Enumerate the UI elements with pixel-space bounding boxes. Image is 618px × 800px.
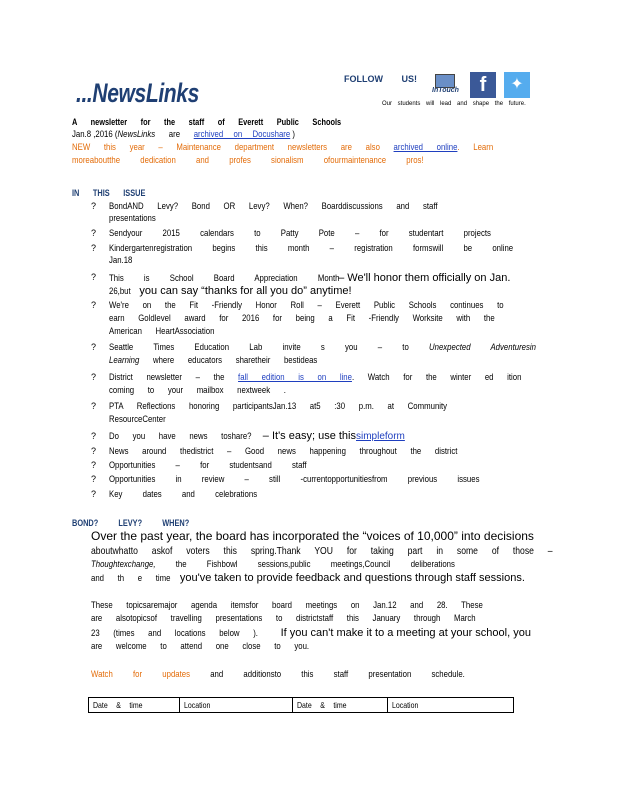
table-header-row	[89, 698, 514, 713]
issue-item-seattle-times-cont	[109, 355, 317, 367]
issue-item-board-appreciation[interactable]	[109, 272, 510, 285]
header-text: Location	[392, 700, 419, 710]
bond-p1-line2: aboutwhatto askof voters this spring.Thank YOU for taking part in some of those –	[91, 545, 553, 557]
bond-p2-line4: are welcome to attend one close to you.	[91, 641, 310, 652]
issue-item-opportunities-review[interactable]: Opportunities in review – still -currentopportunitiesfrom previous issues	[109, 474, 480, 485]
bullet: ?	[91, 201, 97, 211]
tagline: Our students will lead and shape the future.	[382, 101, 526, 107]
times-locations-text: 23 (times and locations below ).	[91, 628, 258, 639]
new-maintenance-text: NEW this year – Maintenance department newsletters are also	[72, 142, 380, 153]
header-text: Date & time	[297, 700, 347, 710]
bullet: ?	[91, 474, 97, 484]
twitter-icon[interactable]: ✦	[504, 72, 530, 98]
issue-item-district-newsletter[interactable]	[109, 372, 521, 384]
bond-p1-line3	[91, 559, 455, 571]
issue-item-board-appreciation-cont	[109, 285, 352, 298]
header-text: Date & time	[93, 700, 143, 710]
thoughtexchange-italic: Thoughtexchange,	[91, 559, 156, 570]
watch-updates-text: Watch for updates	[91, 669, 191, 680]
intro-line-2	[72, 129, 295, 141]
easy-text: – It's easy; use this	[262, 430, 356, 442]
bond-levy-heading: BOND? LEVY? WHEN?	[72, 518, 190, 528]
are-text: are	[155, 129, 194, 140]
date-time-header	[89, 698, 180, 713]
issue-item-key-dates[interactable]: Key dates and celebrations	[109, 489, 258, 500]
cant-make-it-text: If you can't make it to a meeting at your school, you	[280, 627, 531, 639]
newsletter-title: ...NewsLinks	[76, 78, 199, 108]
follow-us-label: FOLLOW US!	[344, 74, 417, 84]
location-header	[388, 698, 514, 713]
header-text: Location	[184, 700, 211, 710]
new-maintenance-line	[72, 142, 493, 154]
facebook-icon[interactable]: f	[470, 72, 496, 98]
issue-item-bond-levy[interactable]: BondAND Levy? Bond OR Levy? When? Boarddiscussions and staff	[109, 201, 438, 212]
in-this-issue-heading: IN THIS ISSUE	[72, 188, 146, 198]
issue-item-pta-reflections[interactable]: PTA Reflections honoring participantsJan.13 at5 :30 p.m. at Community	[109, 401, 448, 412]
bond-p2-line1: These topicsaremajor agenda itemsfor board meetings on Jan.12 and 28. These	[91, 600, 483, 611]
bullet: ?	[91, 228, 97, 238]
watch-updates-line	[91, 669, 465, 681]
bond-p1-line1: Over the past year, the board has incorporated the “voices of 10,000” into decisions	[91, 529, 534, 543]
paren-close: )	[290, 129, 295, 140]
seattle-times-text: Seattle Times Education Lab invite s you – to	[109, 342, 409, 353]
and-the-time-text: and th e time	[91, 573, 171, 584]
fishbowl-text: the Fishbowl sessions,public meetings,Council deliberations	[175, 559, 455, 570]
presentation-schedule-table	[88, 697, 514, 713]
board-appreciation-thanks: you can say “thanks for all you do” anytime!	[139, 285, 352, 297]
issue-item-fit-friendly-cont: earn Goldlevel award for 2016 for being a Fit -Friendly Worksite with the	[109, 313, 495, 324]
intro-line-1: A newsletter for the staff of Everett Public Schools	[72, 117, 342, 127]
unexpected-adventures: Unexpected Adventuresin	[428, 342, 536, 353]
archived-online-link[interactable]: archived online	[393, 142, 458, 153]
simpleform-link[interactable]: simpleform	[355, 431, 405, 442]
date-text: Jan.8 ,2016 (	[72, 129, 118, 140]
issue-item-kindergarten[interactable]: Kindergartenregistration begins this month – registration formswill be online	[109, 243, 514, 254]
issue-item-news-around[interactable]: News around thedistrict – Good news happening throughout the district	[109, 446, 458, 457]
docushare-link[interactable]: archived on Docushare	[193, 129, 291, 140]
bullet: ?	[91, 446, 97, 456]
bullet: ?	[91, 401, 97, 411]
issue-item-kindergarten-cont: Jan.18	[109, 255, 133, 266]
issue-item-pta-reflections-cont: ResourceCenter	[109, 414, 166, 425]
bullet: ?	[91, 372, 97, 382]
feedback-text: you've taken to provide feedback and questions through staff sessions.	[179, 572, 525, 584]
bond-p2-line3	[91, 627, 531, 640]
board-appreciation-date: 26,but	[109, 286, 131, 297]
issue-item-seattle-times[interactable]	[109, 342, 536, 354]
issue-item-fit-friendly-cont2: American HeartAssociation	[109, 326, 215, 337]
location-header	[180, 698, 293, 713]
new-maintenance-line-2: moreaboutthe dedication and profes sionalism ofourmaintenance pros!	[72, 155, 424, 166]
educators-text: where educators sharetheir bestideas	[152, 355, 318, 366]
bond-p1-line4	[91, 572, 525, 585]
issue-item-calendars[interactable]: Sendyour 2015 calendars to Patty Pote – for studentart projects	[109, 228, 491, 239]
news-to-share-text: Do you have news toshare?	[109, 431, 252, 442]
issue-item-district-newsletter-cont: coming to your mailbox nextweek .	[109, 385, 286, 396]
watch-winter-text: . Watch for the winter ed ition	[351, 372, 522, 383]
intouch-label: InTouch	[432, 87, 459, 94]
fall-edition-link[interactable]: fall edition is on line	[238, 372, 352, 383]
date-time-header	[293, 698, 388, 713]
bullet: ?	[91, 489, 97, 499]
bullet: ?	[91, 460, 97, 470]
district-newsletter-text: District newsletter – the	[109, 372, 225, 383]
issue-item-opportunities[interactable]: Opportunities – for studentsand staff	[109, 460, 307, 471]
bullet: ?	[91, 243, 97, 253]
bullet: ?	[91, 300, 97, 310]
intouch-icon[interactable]	[432, 72, 458, 98]
learn-text: . Learn	[457, 142, 494, 153]
issue-item-news-to-share[interactable]	[109, 430, 435, 443]
bullet: ?	[91, 431, 97, 441]
bullet: ?	[91, 272, 97, 282]
board-appreciation-text: This is School Board Appreciation Month	[109, 273, 340, 284]
issue-item-bond-levy-cont: presentations	[109, 213, 156, 224]
newslinks-italic: NewsLinks	[117, 129, 156, 140]
bullet: ?	[91, 342, 97, 352]
issue-item-fit-friendly[interactable]: We're on the Fit -Friendly Honor Roll – Everett Public Schools continues to	[109, 300, 504, 311]
board-appreciation-honor: – We'll honor them officially on Jan.	[338, 272, 511, 284]
additions-text: and additionsto this staff presentation schedule.	[210, 669, 465, 680]
bond-p2-line2: are alsotopicsof travelling presentations to districtstaff this January through March	[91, 613, 476, 624]
learning-italic: Learning	[109, 355, 140, 366]
